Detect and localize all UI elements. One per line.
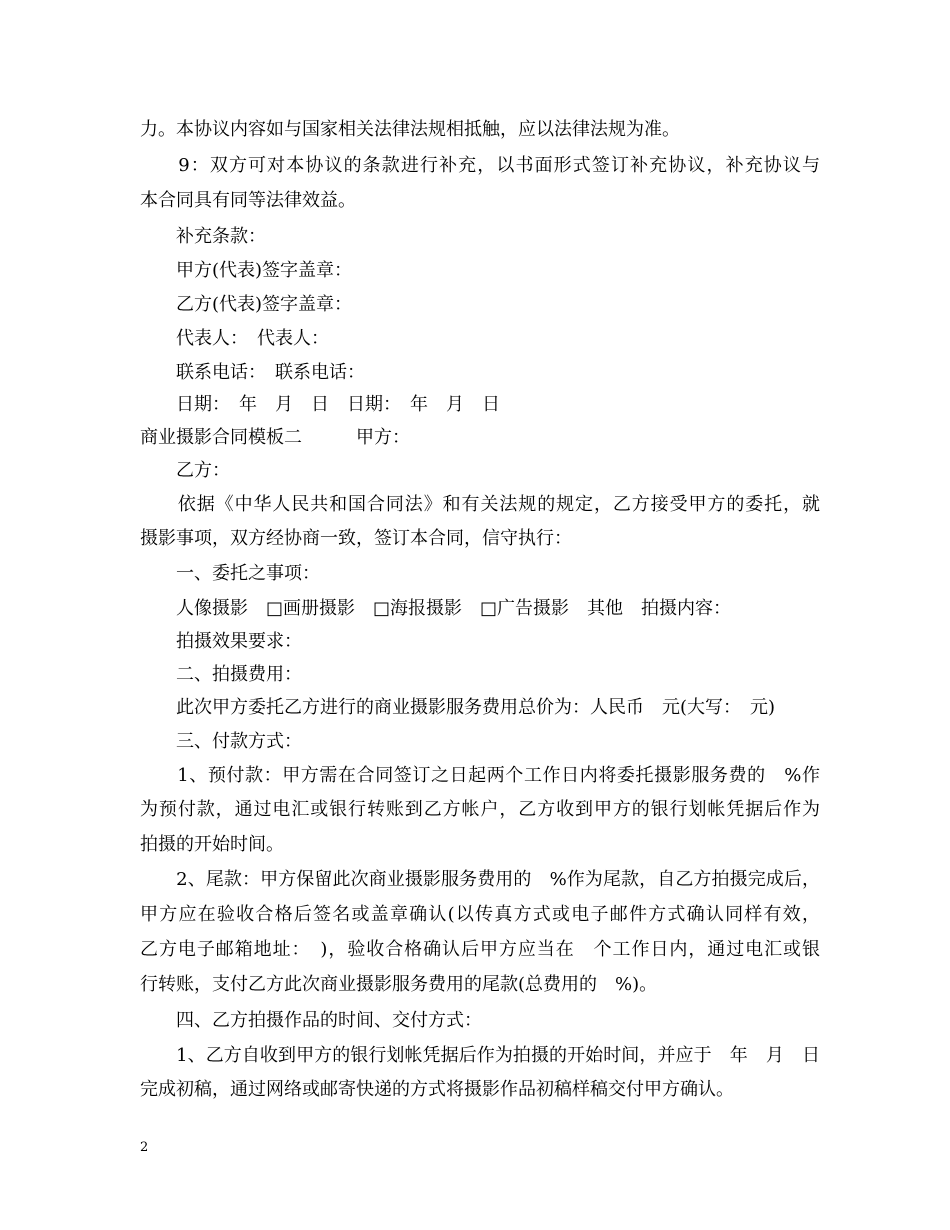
section-heading: 商业摄影合同模板二 甲方： — [140, 427, 410, 448]
paragraph-line: 甲方应在验收合格后签名或盖章确认(以传真方式或电子邮件方式确认同样有效， — [140, 904, 820, 925]
paragraph-line: 一、委托之事项： — [140, 563, 320, 584]
paragraph-line: 1、预付款：甲方需在合同签订之日起两个工作日内将委托摄影服务费的 %作 — [140, 765, 820, 786]
paragraph-line: 力。本协议内容如与国家相关法律法规相抵触，应以法律法规为准。 — [140, 119, 680, 140]
paragraph-line: 甲方(代表)签字盖章： — [140, 260, 353, 281]
paragraph-line: 9：双方可对本协议的条款进行补充，以书面形式签订补充协议，补充协议与 — [140, 155, 820, 176]
paragraph-line: 乙方电子邮箱地址： )，验收合格确认后甲方应当在 个工作日内，通过电汇或银 — [140, 939, 820, 960]
paragraph-line: 摄影事项，双方经协商一致，签订本合同，信守执行： — [140, 528, 572, 549]
paragraph-line: 1、乙方自收到甲方的银行划帐凭据后作为拍摄的开始时间，并应于 年 月 日 — [140, 1045, 820, 1066]
paragraph-line: 补充条款： — [140, 226, 266, 247]
paragraph-line: 乙方： — [140, 460, 230, 481]
paragraph-line: 行转账，支付乙方此次商业摄影服务费用的尾款(总费用的 %)。 — [140, 974, 658, 995]
paragraph-line: 三、付款方式： — [140, 731, 302, 752]
paragraph-line: 为预付款，通过电汇或银行转账到乙方帐户，乙方收到甲方的银行划帐凭据后作为 — [140, 799, 820, 820]
paragraph-line: 二、拍摄费用： — [140, 664, 302, 685]
page-number: 2 — [140, 1140, 149, 1155]
paragraph-line: 拍摄效果要求： — [140, 631, 302, 652]
paragraph-line: 日期： 年 月 日 日期： 年 月 日 — [140, 394, 500, 415]
paragraph-line: 本合同具有同等法律效益。 — [140, 190, 356, 211]
paragraph-line: 2、尾款：甲方保留此次商业摄影服务费用的 %作为尾款，自乙方拍摄完成后， — [140, 869, 820, 890]
paragraph-line: 完成初稿，通过网络或邮寄快递的方式将摄影作品初稿样稿交付甲方确认。 — [140, 1079, 734, 1100]
paragraph-line: 联系电话： 联系电话： — [140, 362, 365, 383]
paragraph-line: 四、乙方拍摄作品的时间、交付方式： — [140, 1010, 482, 1031]
paragraph-line: 此次甲方委托乙方进行的商业摄影服务费用总价为：人民币 元(大写： 元) — [140, 697, 776, 718]
paragraph-line: 代表人： 代表人： — [140, 328, 329, 349]
paragraph-line: 乙方(代表)签字盖章： — [140, 294, 353, 315]
paragraph-line: 依据《中华人民共和国合同法》和有关法规的规定，乙方接受甲方的委托，就 — [140, 494, 820, 515]
paragraph-line: 人像摄影 □画册摄影 □海报摄影 □广告摄影 其他 拍摄内容： — [140, 598, 732, 619]
paragraph-line: 拍摄的开始时间。 — [140, 834, 284, 855]
